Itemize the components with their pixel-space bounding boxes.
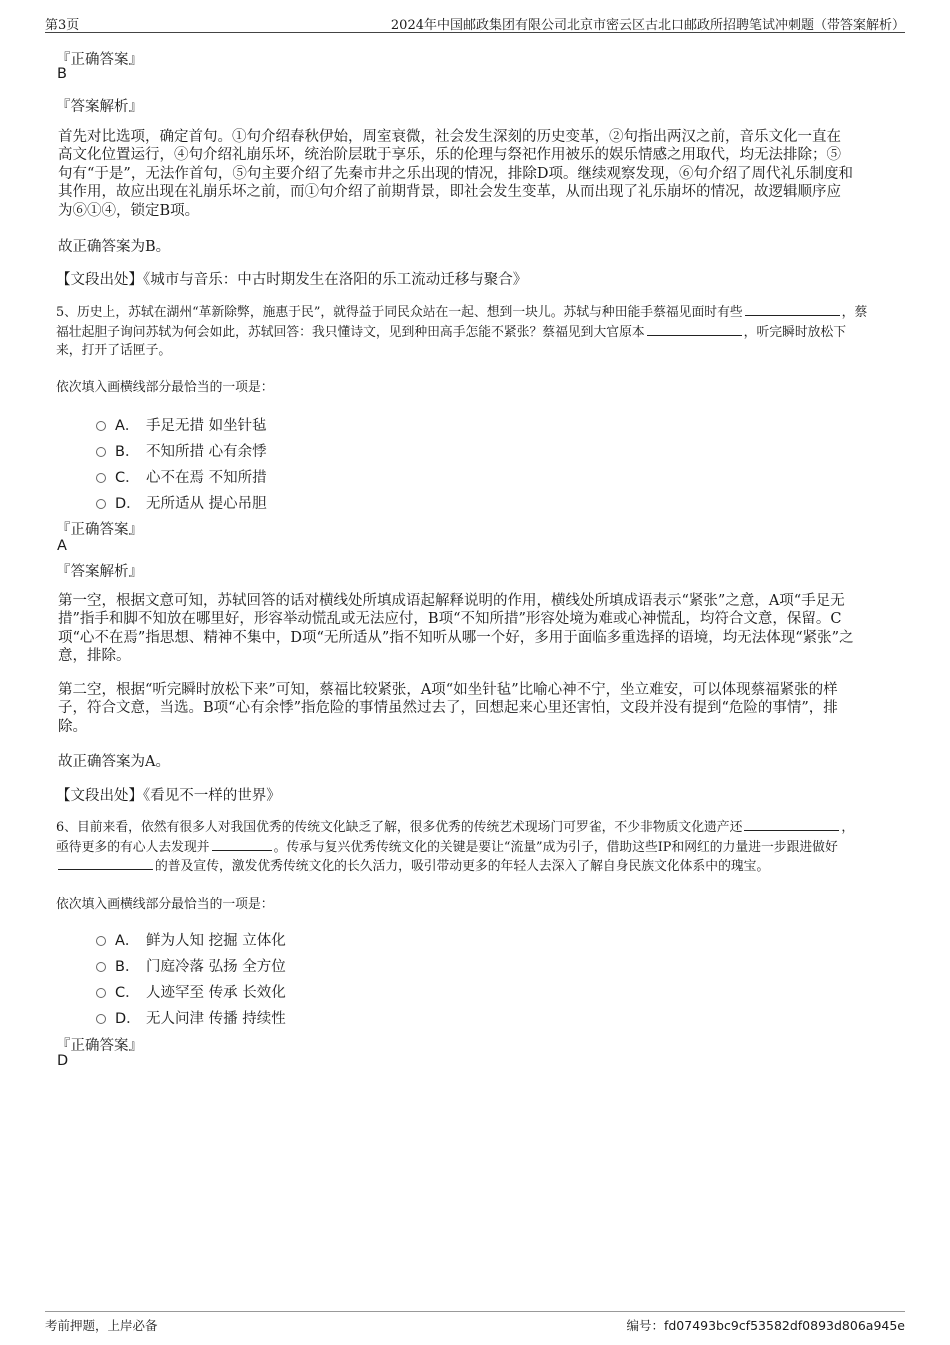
analysis-paragraph: 首先对比选项，确定首句。①句介绍春秋伊始，周室衰微，社会发生深刻的历史变革，②句指出两汉之前，音乐文化一直在 高文化位置运行，④句介绍礼崩乐坏，统治阶层耽于享乐，乐的伦理与祭祀作用被乐的娱乐情感之用取代，均无法排除；⑤ 句有“于是”，无法作首句，⑤句主要介绍了先秦市井之乐出现的情况，排除D项。继续观察发现，⑥句介绍了周代礼乐制度和 其作用，故应出现在礼崩乐坏之前，而①句介绍了前期背景，即社会发生变革，从而出现了礼乐崩坏的情况，故逻辑顺序应 为⑥①④，锁定B项。 (58, 129, 853, 219)
analysis-paragraph: 第二空，根据“听完瞬时放松下来”可知，蔡福比较紧张，A项“如坐针毡”比喻心神不宁，坐立难安，可以体现蔡福紧张的样 子，符合文意，当选。B项“心有余悸”指危险的事情虽然过去了，回想起来心里还害怕，文段并没有提到“危险的事情”，排 除。 (58, 682, 838, 735)
blank-line (58, 857, 153, 870)
answer-value: D (57, 1053, 69, 1069)
page-header (45, 12, 905, 33)
radio-icon[interactable] (96, 473, 106, 483)
analysis-paragraph: 第一空，根据文意可知，苏轼回答的话对横线处所填成语起解释说明的作用，横线处所填成语表示“紧张”之意，A项“手足无 措”指手和脚不知放在哪里好，形容举动慌乱或无法应付，B项“不知所措”形容处境为难或心神慌乱，均符合文意，保留。C 项“心不在焉”指思想、精神不集中，D项“无所适从”指不知听从哪一个好，多用于面临多重选择的语境，均无法体现“紧张”之 意，排除。 (58, 593, 854, 665)
radio-icon[interactable] (96, 447, 106, 457)
source-citation: 【文段出处】《看见不一样的世界》 (56, 788, 281, 804)
answer-value: A (57, 538, 67, 554)
q5-option-b[interactable]: B． 不知所措 心有余悸 (96, 440, 267, 460)
analysis-label: 『答案解析』 (56, 99, 143, 115)
question-5-instruction: 依次填入画横线部分最恰当的一项是： (56, 380, 274, 395)
conclusion: 故正确答案为A。 (58, 754, 170, 770)
q5-option-c[interactable]: C． 心不在焉 不知所措 (96, 466, 267, 486)
page-footer (45, 1311, 905, 1336)
question-6-stem: 6、目前来看，依然有很多人对我国优秀的传统文化缺乏了解，很多优秀的传统艺术现场门可罗雀，不少非物质文化遗产还 ， 亟待更多的有心人去发现并 。传承与复兴优秀传统文化的关键是要让“流量”成为引子，借助这些IP和网红的力量进一步跟进做好 的普及宣传，激发优秀传统文化的长久活力，吸引带动更多的年轻人去深入了解自身民族文化体系中的瑰宝。 (56, 820, 855, 875)
source-citation: 【文段出处】《城市与音乐：中古时期发生在洛阳的乐工流动迁移与聚合》 (56, 272, 528, 288)
question-6-instruction: 依次填入画横线部分最恰当的一项是： (56, 897, 274, 912)
radio-icon[interactable] (96, 988, 106, 998)
q5-option-a[interactable]: A． 手足无措 如坐针毡 (96, 414, 267, 434)
radio-icon[interactable] (96, 1014, 106, 1024)
radio-icon[interactable] (96, 499, 106, 509)
blank-line (212, 838, 272, 851)
q6-option-b[interactable]: B． 门庭冷落 弘扬 全方位 (96, 955, 286, 975)
analysis-label: 『答案解析』 (56, 564, 143, 580)
q6-option-d[interactable]: D． 无人问津 传播 持续性 (96, 1007, 286, 1027)
conclusion: 故正确答案为B。 (58, 239, 171, 255)
radio-icon[interactable] (96, 962, 106, 972)
question-5-stem: 5、历史上，苏轼在湖州“革新除弊，施惠于民”，就得益于同民众站在一起、想到一块儿。苏轼与种田能手蔡福见面时有些 ，蔡 福壮起胆子询问苏轼为何会如此，苏轼回答：我只懂诗文，见到种田高手怎能不紧张？蔡福见到大官原本 ，听完瞬时放松下 来，打开了话匣子。 (56, 305, 868, 359)
answer-value: B (57, 66, 67, 82)
answer-label: 『正确答案』 (56, 52, 143, 68)
answer-label: 『正确答案』 (56, 1038, 143, 1054)
q6-option-a[interactable]: A． 鲜为人知 挖掘 立体化 (96, 929, 286, 949)
blank-line (647, 323, 742, 336)
document-code: 编号：fd07493bc9cf53582df0893d806a945e (626, 1318, 905, 1333)
blank-line (745, 303, 840, 316)
blank-line (744, 818, 839, 831)
page-number: 第3页 (45, 18, 80, 33)
q6-option-c[interactable]: C． 人迹罕至 传承 长效化 (96, 981, 286, 1001)
radio-icon[interactable] (96, 936, 106, 946)
footer-slogan: 考前押题，上岸必备 (45, 1318, 158, 1333)
answer-label: 『正确答案』 (56, 522, 143, 538)
radio-icon[interactable] (96, 421, 106, 431)
q5-option-d[interactable]: D． 无所适从 提心吊胆 (96, 492, 267, 512)
document-title: 2024年中国邮政集团有限公司北京市密云区古北口邮政所招聘笔试冲刺题（带答案解析） (390, 18, 905, 33)
